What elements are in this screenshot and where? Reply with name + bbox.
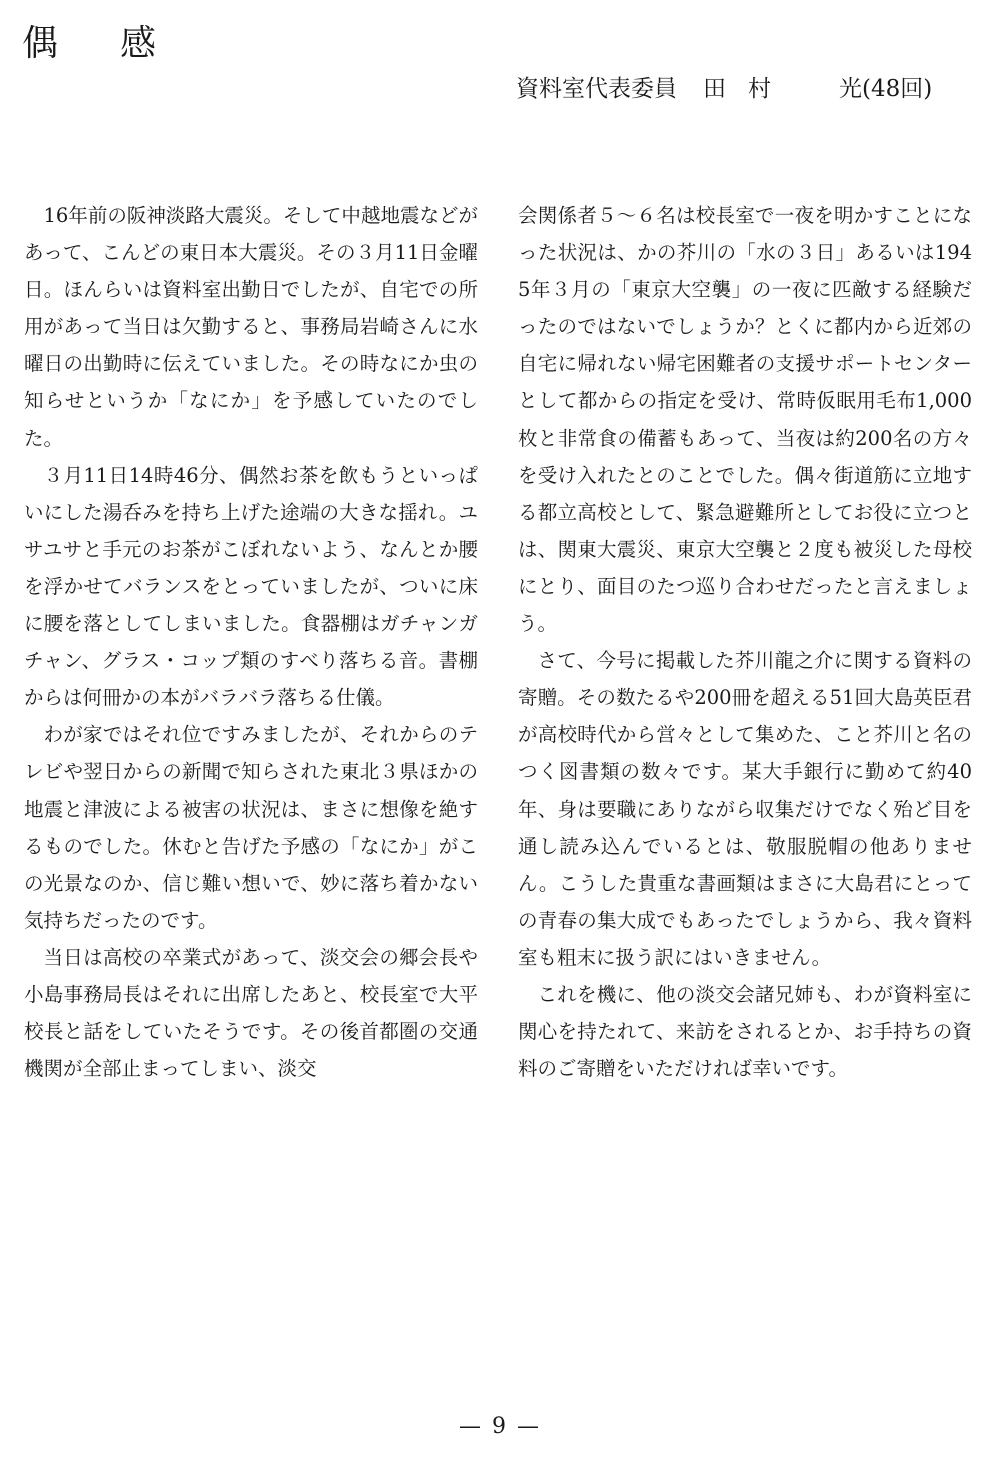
paragraph-continuation: 会関係者５～６名は校長室で一夜を明かすことになった状況は、かの芥川の「水の３日」あるいは1945年３月の「東京大空襲」の一夜に匹敵する経験だったのではないでしょうか？とくに都内から近郊の自宅に帰れない帰宅困難者の支援サポートセンターとして都からの指定を受け、常時仮眠用毛布1,000枚と非常食の備蓄もあって、当夜は約200名の方々を受け入れたとのことでした。偶々街道筋に立地する都立高校として、緊急避難所としてお役に立つとは、関東大震災、東京大空襲と２度も被災した母校にとり、面目のたつ巡り合わせだったと言えましょう。 <box>518 204 972 636</box>
author-given-name: 光 <box>839 76 862 102</box>
paragraph: わが家ではそれ位ですみましたが、それからのテレビや翌日からの新聞で知らされた東北３県ほかの地震と津波による被害の状況は、まさに想像を絶するものでした。休むと告げた予感の「なにか」がこの光景なのか、信じ難い想いで、妙に落ち着かない気持ちだったのです。 <box>24 723 478 932</box>
author-surname: 田村 <box>703 76 793 102</box>
author-byline <box>516 74 932 104</box>
left-column <box>24 197 478 1087</box>
paragraph: 当日は高校の卒業式があって、淡交会の郷会長や小島事務局長はそれに出席したあと、校長室で大平校長と話をしていたそうです。その後首都圏の交通機関が全部止まってしまい、淡交 <box>24 945 478 1081</box>
page-title: 偶感 <box>22 23 219 64</box>
right-column <box>518 197 972 1087</box>
paragraph: さて、今号に掲載した芥川龍之介に関する資料の寄贈。その数たるや200冊を超える51回大島英臣君が高校時代から営々として集めた、こと芥川と名のつく図書類の数々です。某大手銀行に勤めて約40年、身は要職にありながら収集だけでなく殆ど目を通し読み込んでいるとは、敬服脱帽の他ありません。こうした貴重な書画類はまさに大島君にとっての青春の集大成でもあったでしょうから、我々資料室も粗末に扱う訳にはいきません。 <box>518 649 972 969</box>
paragraph: 16年前の阪神淡路大震災。そして中越地震などがあって、こんどの東日本大震災。その３月11日金曜日。ほんらいは資料室出勤日でしたが、自宅での所用があって当日は欠勤すると、事務局岩崎さんに水曜日の出勤時に伝えていました。その時なにか虫の知らせというか「なにか」を予感していたのでした。 <box>24 204 478 450</box>
paragraph: ３月11日14時46分、偶然お茶を飲もうといっぱいにした湯呑みを持ち上げた途端の大きな揺れ。ユサユサと手元のお茶がこぼれないよう、なんとか腰を浮かせてバランスをとっていましたが、ついに床に腰を落としてしまいました。食器棚はガチャンガチャン、グラス・コップ類のすべり落ちる音。書棚からは何冊かの本がバラバラ落ちる仕儀。 <box>24 463 478 710</box>
author-class-year: (48回) <box>862 76 933 102</box>
paragraph: これを機に、他の淡交会諸兄姉も、わが資料室に関心を持たれて、来訪をされるとか、お手持ちの資料のご寄贈をいただければ幸いです。 <box>518 982 972 1081</box>
page-number: — 9 — <box>459 1414 541 1439</box>
author-role: 資料室代表委員 <box>516 76 677 102</box>
